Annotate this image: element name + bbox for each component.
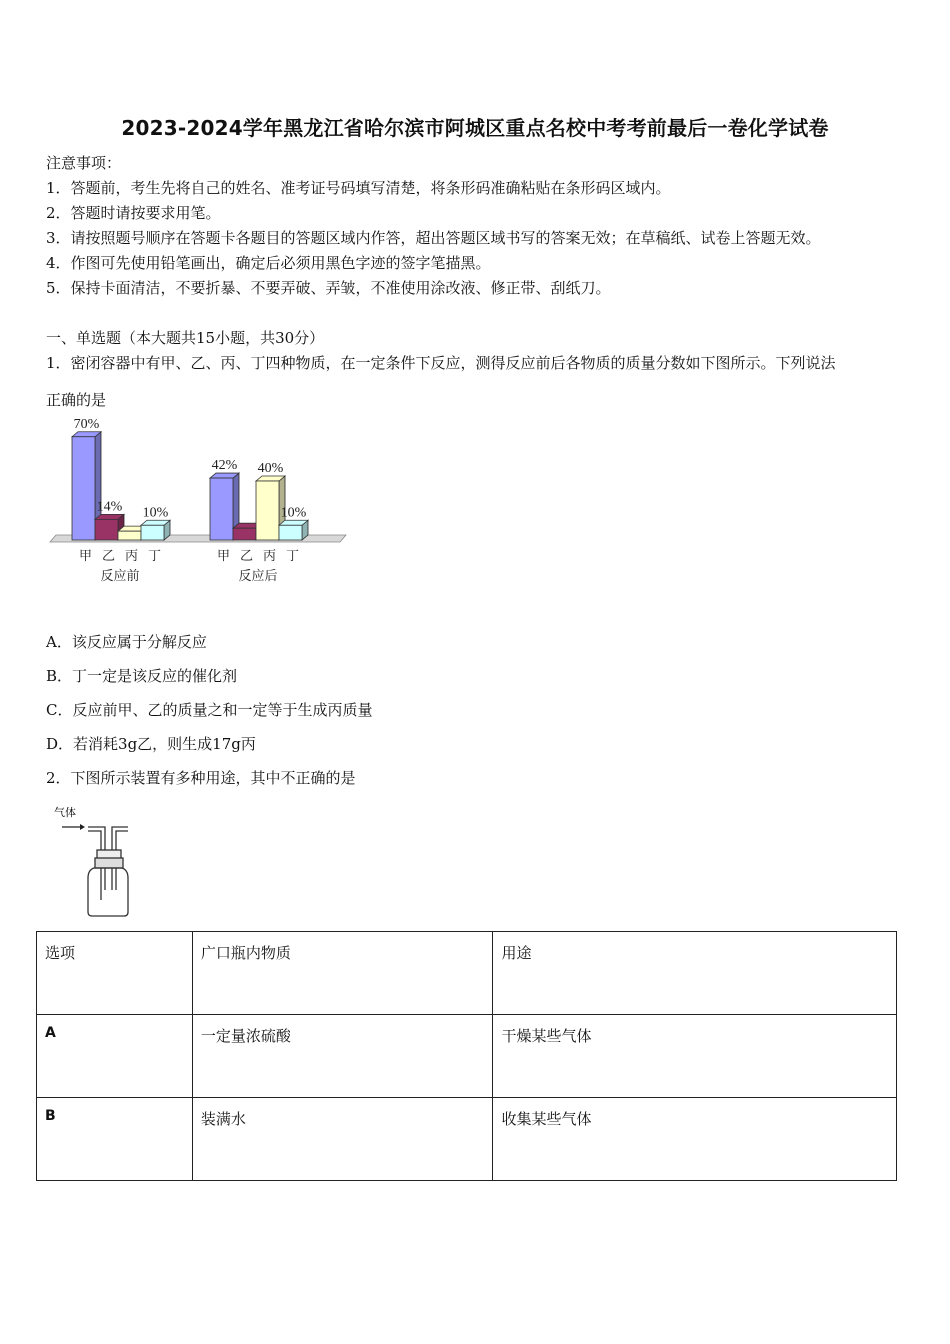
tick-label: 乙 xyxy=(101,549,116,564)
mass-fraction-bar-chart xyxy=(40,412,360,592)
cell-substance: 装满水 xyxy=(192,1098,493,1181)
notice-heading: 注意事项： xyxy=(46,154,122,172)
cell-substance: 一定量浓硫酸 xyxy=(192,1015,493,1098)
notice-item: 2．答题时请按要求用笔。 xyxy=(46,204,221,222)
data-label: 14% xyxy=(96,499,123,515)
tick-label: 丙 xyxy=(124,549,139,564)
notice-item: 1．答题前，考生先将自己的姓名、准考证号码填写清楚，将条形码准确粘贴在条形码区域内。 xyxy=(46,179,671,197)
group-label: 反应前 xyxy=(100,569,140,584)
header-substance: 广口瓶内物质 xyxy=(192,932,493,1015)
tick-label: 丁 xyxy=(285,549,300,564)
tick-label: 甲 xyxy=(216,549,231,564)
bottle-icon xyxy=(88,827,128,916)
gas-washing-bottle-diagram xyxy=(50,800,150,920)
data-label: 70% xyxy=(73,416,100,432)
notice-item: 4．作图可先使用铅笔画出，确定后必须用黑色字迹的签字笔描黑。 xyxy=(46,254,491,272)
tick-label: 丙 xyxy=(262,549,277,564)
bar-丁 xyxy=(279,520,308,540)
tick-label: 甲 xyxy=(78,549,93,564)
option-c: C．反应前甲、乙的质量之和一定等于生成丙质量 xyxy=(46,701,373,719)
table-row xyxy=(37,1098,897,1181)
data-label: 10% xyxy=(280,505,307,521)
question-1-stem: 1．密闭容器中有甲、乙、丙、丁四种物质，在一定条件下反应，测得反应前后各物质的质量分数如下图所示。下列说法 xyxy=(46,354,836,372)
question-2-table xyxy=(36,931,897,1181)
header-use: 用途 xyxy=(493,932,897,1015)
apparatus-gas-label: 气体 xyxy=(54,806,76,819)
page-title: 2023-2024学年黑龙江省哈尔滨市阿城区重点名校中考考前最后一卷化学试卷 xyxy=(121,116,829,140)
notice-item: 3．请按照题号顺序在答题卡各题目的答题区域内作答，超出答题区域书写的答案无效；在草稿纸、试卷上答题无效。 xyxy=(46,229,821,247)
question-2-stem: 2．下图所示装置有多种用途，其中不正确的是 xyxy=(46,769,356,787)
cell-use: 收集某些气体 xyxy=(493,1098,897,1181)
table-header-row xyxy=(37,932,897,1015)
option-a: A．该反应属于分解反应 xyxy=(46,633,207,651)
data-label: 40% xyxy=(257,461,284,476)
section-heading: 一、单选题（本大题共15小题，共30分） xyxy=(46,329,325,347)
group-label: 反应后 xyxy=(238,569,278,584)
bar-丁 xyxy=(141,520,170,540)
option-d: D．若消耗3g乙，则生成17g丙 xyxy=(46,735,256,753)
cell-option: A xyxy=(37,1015,193,1098)
header-option: 选项 xyxy=(37,932,193,1015)
option-b: B．丁一定是该反应的催化剂 xyxy=(46,667,238,685)
data-label: 10% xyxy=(142,505,169,521)
table-row xyxy=(37,1015,897,1098)
arrow-right-icon xyxy=(62,824,85,830)
tick-label: 丁 xyxy=(147,549,162,564)
cell-option: B xyxy=(37,1098,193,1181)
data-label: 42% xyxy=(211,458,238,474)
cell-use: 干燥某些气体 xyxy=(493,1015,897,1098)
question-1-stem-cont: 正确的是 xyxy=(46,391,107,409)
tick-label: 乙 xyxy=(239,549,254,564)
notice-item: 5．保持卡面清洁，不要折暴、不要弄破、弄皱，不准使用涂改液、修正带、刮纸刀。 xyxy=(46,279,611,297)
